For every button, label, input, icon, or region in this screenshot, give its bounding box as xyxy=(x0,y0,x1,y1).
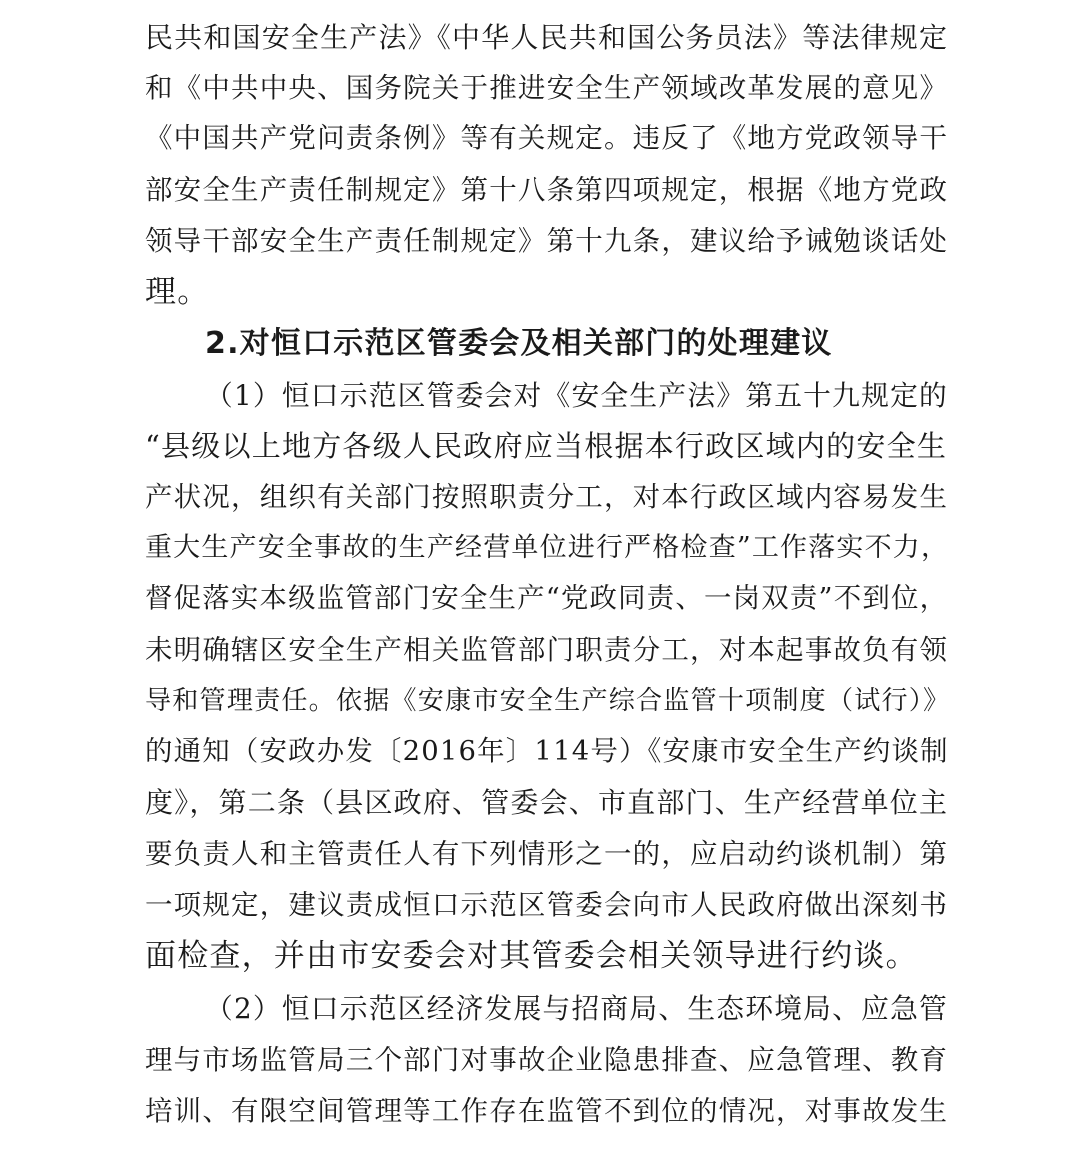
text-line: 度》，第二条（县区政府、管委会、市直部门、生产经营单位主 xyxy=(145,786,949,819)
text-line: 面检查，并由市安委会对其管委会相关领导进行约谈。 xyxy=(145,938,918,974)
text-line: 理。 xyxy=(145,274,210,310)
text-line: 理与市场监管局三个部门对事故企业隐患排查、应急管理、教育 xyxy=(145,1044,949,1076)
text-line: 领导干部安全生产责任制规定》第十九条，建议给予诫勉谈话处 xyxy=(145,225,949,257)
text-line: （1）恒口示范区管委会对《安全生产法》第五十九规定的 xyxy=(205,379,949,412)
text-line: 部安全生产责任制规定》第十八条第四项规定，根据《地方党政 xyxy=(145,174,949,206)
section-heading: 2.对恒口示范区管委会及相关部门的处理建议 xyxy=(205,326,833,361)
text-line: 和《中共中央、国务院关于推进安全生产领域改革发展的意见》 xyxy=(145,72,949,104)
text-line: 要负责人和主管责任人有下列情形之一的，应启动约谈机制）第 xyxy=(145,838,949,870)
text-line: 一项规定，建议责成恒口示范区管委会向市人民政府做出深刻书 xyxy=(145,889,949,921)
text-line: 督促落实本级监管部门安全生产“党政同责、一岗双责”不到位， xyxy=(145,583,949,614)
text-line: “县级以上地方各级人民政府应当根据本行政区域内的安全生 xyxy=(145,429,948,463)
text-line: 产状况，组织有关部门按照职责分工，对本行政区域内容易发生 xyxy=(145,481,949,513)
text-line: （2）恒口示范区经济发展与招商局、生态环境局、应急管 xyxy=(205,992,949,1025)
text-line: 未明确辖区安全生产相关监管部门职责分工，对本起事故负有领 xyxy=(145,634,949,666)
text-line: 重大生产安全事故的生产经营单位进行严格检查”工作落实不力， xyxy=(145,532,950,563)
text-line: 导和管理责任。依据《安康市安全生产综合监管十项制度（试行）》 xyxy=(145,686,951,716)
text-line: 的通知（安政办发〔2016年〕114号）《安康市安全生产约谈制 xyxy=(145,736,949,767)
text-line: 《中国共产党问责条例》等有关规定。违反了《地方党政领导干 xyxy=(145,122,949,154)
text-line: 培训、有限空间管理等工作存在监管不到位的情况，对事故发生 xyxy=(145,1095,949,1127)
text-line: 民共和国安全生产法》《中华人民共和国公务员法》等法律规定 xyxy=(145,21,949,54)
